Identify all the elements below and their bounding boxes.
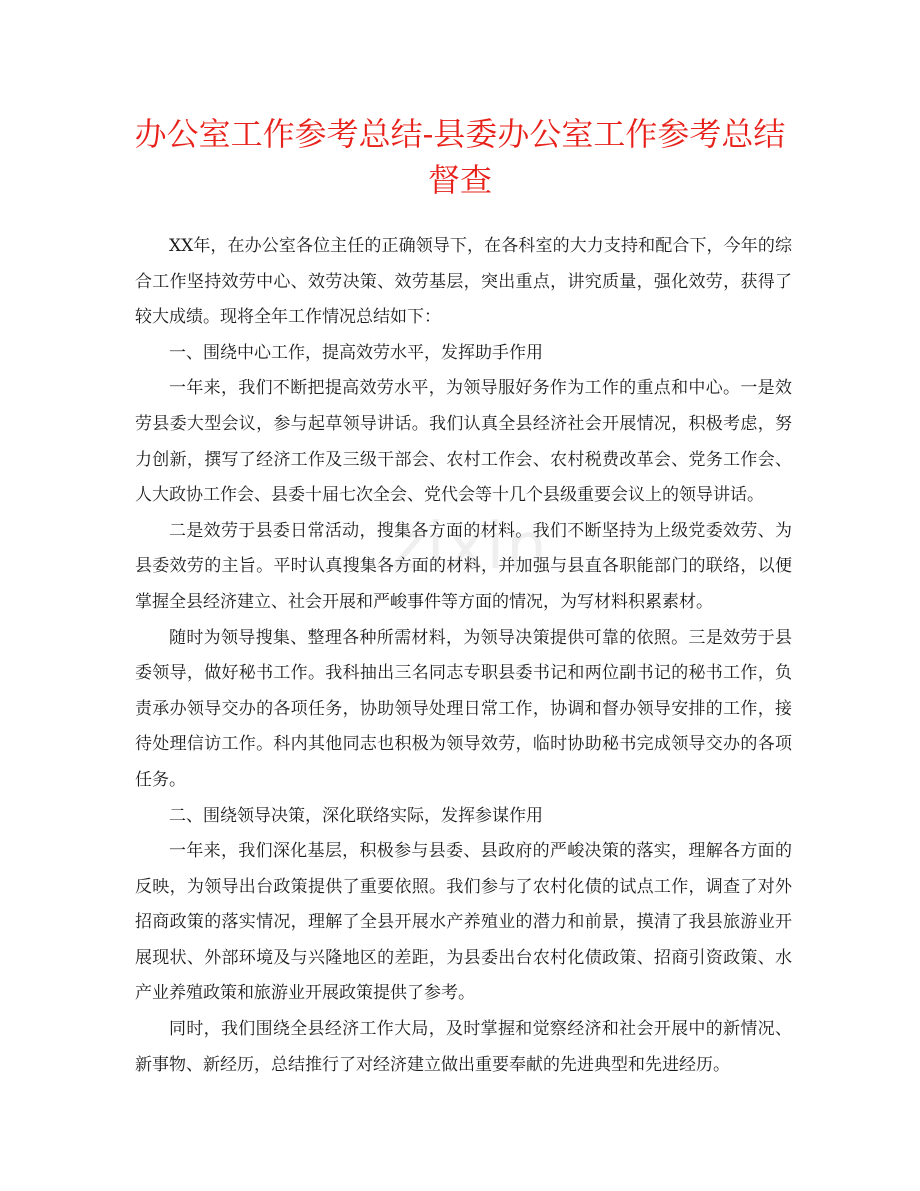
watermark: zixin xyxy=(391,510,549,584)
section-heading-2: 二、围绕领导决策，深化联络实际，发挥参谋作用 xyxy=(169,805,543,826)
paragraph: 随时为领导搜集、整理各种所需材料，为领导决策提供可靠的依照。三是效劳于县委领导，做好秘书工作。我科抽出三名同志专职县委书记和两位副书记的秘书工作，负责承办领导交办的各项任务，协助领导处理日常工作，协调和督办领导安排的工作，接待处理信访工作。科内其他同志也积极为领导效劳，临时协助秘书完成领导交办的各项任务。 xyxy=(135,627,792,790)
paragraph: 同时，我们围绕全县经济工作大局，及时掌握和觉察经济和社会开展中的新情况、新事物、新经历，总结推行了对经济建立做出重要奉献的先进典型和先进经历。 xyxy=(135,1019,792,1075)
section-heading-1: 一、围绕中心工作，提高效劳水平，发挥助手作用 xyxy=(169,342,543,363)
paragraph: 二是效劳于县委日常活动，搜集各方面的材料。我们不断坚持为上级党委效劳、为县委效劳的主旨。平时认真搜集各方面的材料，并加强与县直各职能部门的联络，以便掌握全县经济建立、社会开展和严峻事件等方面的情况，为写材料积累素材。 xyxy=(135,520,792,612)
paragraph: 一年来，我们深化基层，积极参与县委、县政府的严峻决策的落实，理解各方面的反映，为领导出台政策提供了重要依照。我们参与了农村化债的试点工作，调查了对外招商政策的落实情况，理解了全县开展水产养殖业的潜力和前景，摸清了我县旅游业开展现状、外部环境及与兴隆地区的差距，为县委出台农村化债政策、招商引资政策、水产业养殖政策和旅游业开展政策提供了参考。 xyxy=(135,841,792,1004)
document-title-line2: 督查 xyxy=(427,161,492,199)
paragraph-intro: XX年，在办公室各位主任的正确领导下，在各科室的大力支持和配合下，今年的综合工作坚持效劳中心、效劳决策、效劳基层，突出重点，讲究质量，强化效劳，获得了较大成绩。现将全年工作情况总结如下： xyxy=(135,236,792,328)
paragraph: 一年来，我们不断把提高效劳水平，为领导服好务作为工作的重点和中心。一是效劳县委大型会议，参与起草领导讲话。我们认真全县经济社会开展情况，积极考虑，努力创新，撰写了经济工作及三级干部会、农村工作会、农村税费改革会、党务工作会、人大政协工作会、县委十届七次全会、党代会等十几个县级重要会议上的领导讲话。 xyxy=(135,378,792,506)
document-body xyxy=(135,229,792,1083)
document-title-line1: 办公室工作参考总结-县委办公室工作参考总结 xyxy=(134,115,786,153)
